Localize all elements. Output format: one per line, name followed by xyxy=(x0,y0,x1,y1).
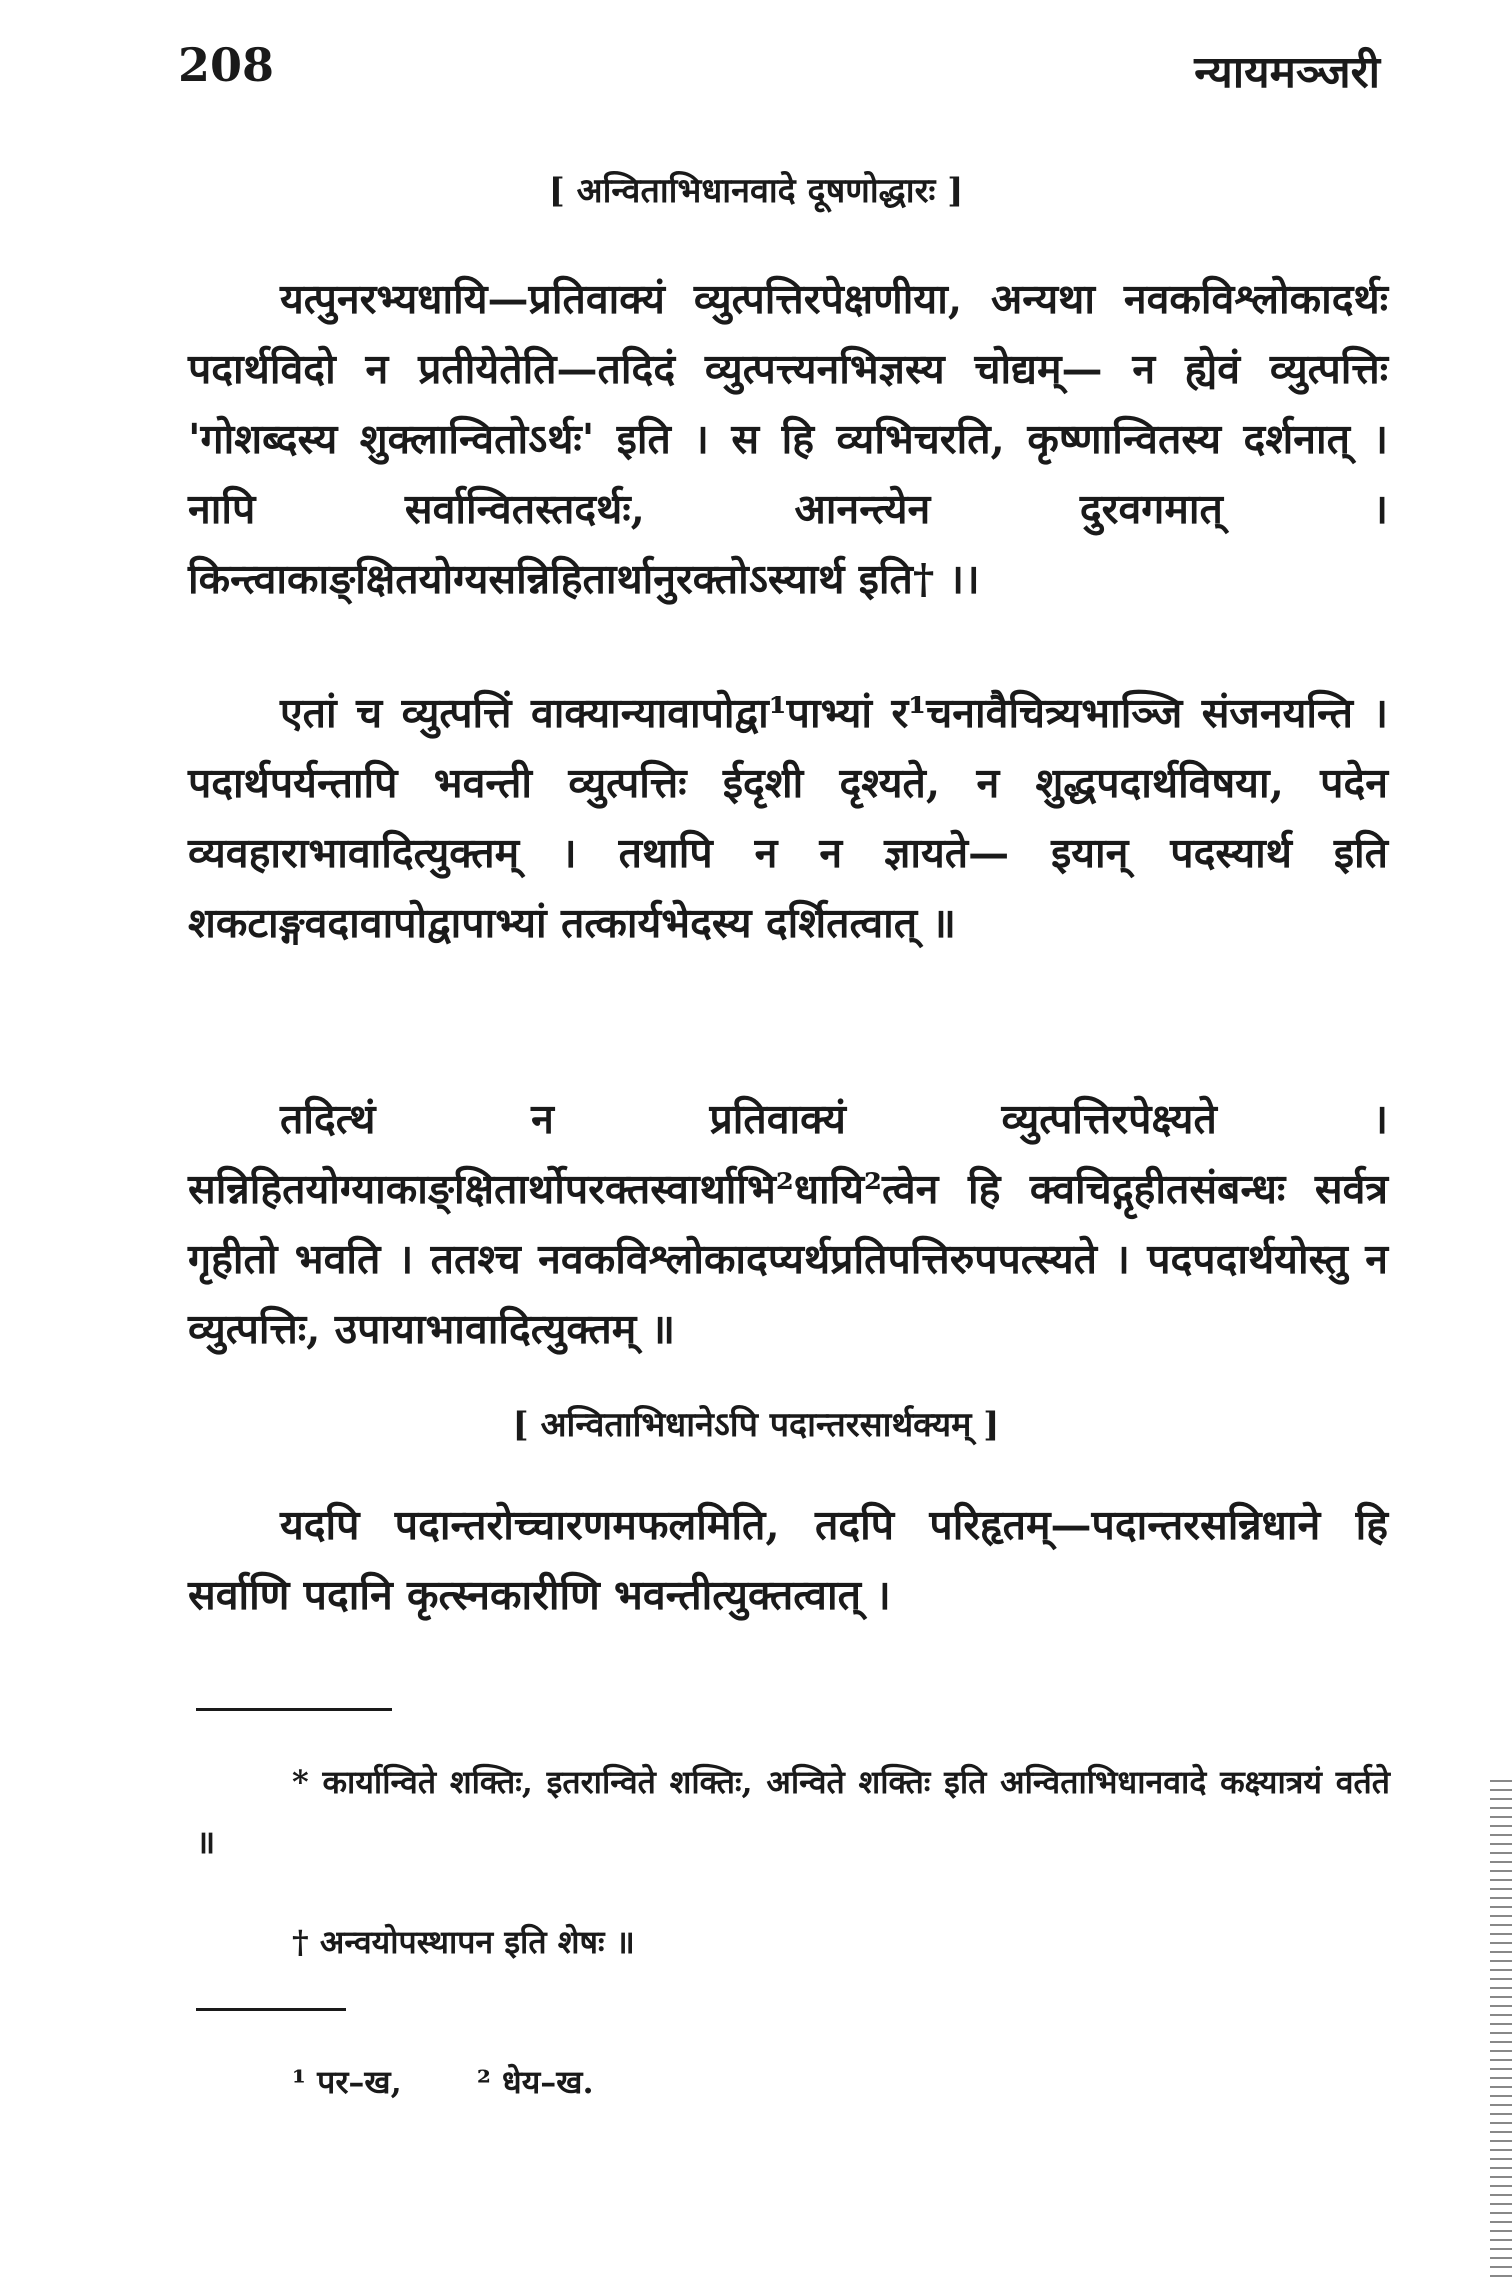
variant-reading: ² धेय–ख. xyxy=(476,2063,594,2101)
paragraph-text: यत्पुनरभ्यधायि—प्रतिवाक्यं व्युत्पत्तिरपेक्षणीया, अन्यथा नवकविश्लोकादर्थः पदार्थविदो न प्रतीयेतेति—तदिदं व्युत्पत्त्यनभिज्ञस्य चोद्यम्— न ह्येवं व्युत्पत्तिः 'गोशब्दस्य शुक्लान्वितोऽर्थः' इति । स हि व्यभिचरति, कृष्णान्वितस्य दर्शनात् । नापि सर्वान्वितस्तदर्थः, आनन्त्येन दुरवगमात् । किन्त्वाकाङ्क्षितयोग्यसन्निहितार्थानुरक्तोऽस्यार्थ इति† ।। xyxy=(188,275,1388,603)
footnote-text: † अन्वयोपस्थापन इति शेषः ॥ xyxy=(292,1923,635,1961)
section-heading: [ अन्विताभिधानवादे दूषणोद्धारः ] xyxy=(548,171,964,211)
paragraph xyxy=(188,1084,1388,1364)
page-edge-shadow xyxy=(1490,1780,1512,2277)
variant-reading: ¹ पर–ख, xyxy=(292,2063,402,2101)
footnote xyxy=(196,1912,1390,1972)
running-title: न्यायमञ्जरी xyxy=(1194,47,1380,98)
paragraph xyxy=(188,1490,1388,1630)
paragraph-text: तदित्थं न प्रतिवाक्यं व्युत्पत्तिरपेक्ष्यते । सन्निहितयोग्याकाङ्क्षितार्थोपरक्तस्वार्थाभि²धायि²त्वेन हि क्वचिद्गृहीतसंबन्धः सर्वत्र गृहीतो भवति । ततश्च नवकविश्लोकादप्यर्थप्रतिपत्तिरुपपत्स्यते । पदपदार्थयोस्तु न व्युत्पत्तिः, उपायाभावादित्युक्तम् ॥ xyxy=(188,1095,1388,1353)
footnote-text: * कार्यान्विते शक्तिः, इतरान्विते शक्तिः, अन्विते शक्तिः इति अन्विताभिधानवादे कक्ष्यात्रयं वर्तते ॥ xyxy=(196,1763,1390,1861)
paragraph xyxy=(188,264,1388,614)
footnote xyxy=(196,1752,1390,1872)
variant-separator xyxy=(196,2008,346,2011)
page-number: 208 xyxy=(178,38,275,92)
paragraph-text: यदपि पदान्तरोच्चारणमफलमिति, तदपि परिहृतम्—पदान्तरसन्निधाने हि सर्वाणि पदानि कृत्स्नकारीणि भवन्तीत्युक्तत्वात् । xyxy=(188,1501,1388,1619)
section-heading: [ अन्विताभिधानेऽपि पदान्तरसार्थक्यम् ] xyxy=(512,1405,1000,1445)
paragraph xyxy=(188,678,1388,958)
footnote-separator xyxy=(196,1708,392,1711)
variant-readings xyxy=(292,2060,658,2103)
paragraph-text: एतां च व्युत्पत्तिं वाक्यान्यावापोद्वा¹पाभ्यां र¹चनावैचित्र्यभाञ्जि संजनयन्ति । पदार्थपर्यन्तापि भवन्ती व्युत्पत्तिः ईदृशी दृश्यते, न शुद्धपदार्थविषया, पदेन व्यवहाराभावादित्युक्तम् । तथापि न न ज्ञायते— इयान् पदस्यार्थ इति शकटाङ्गवदावापोद्वापाभ्यां तत्कार्यभेदस्य दर्शितत्वात् ॥ xyxy=(188,689,1388,947)
